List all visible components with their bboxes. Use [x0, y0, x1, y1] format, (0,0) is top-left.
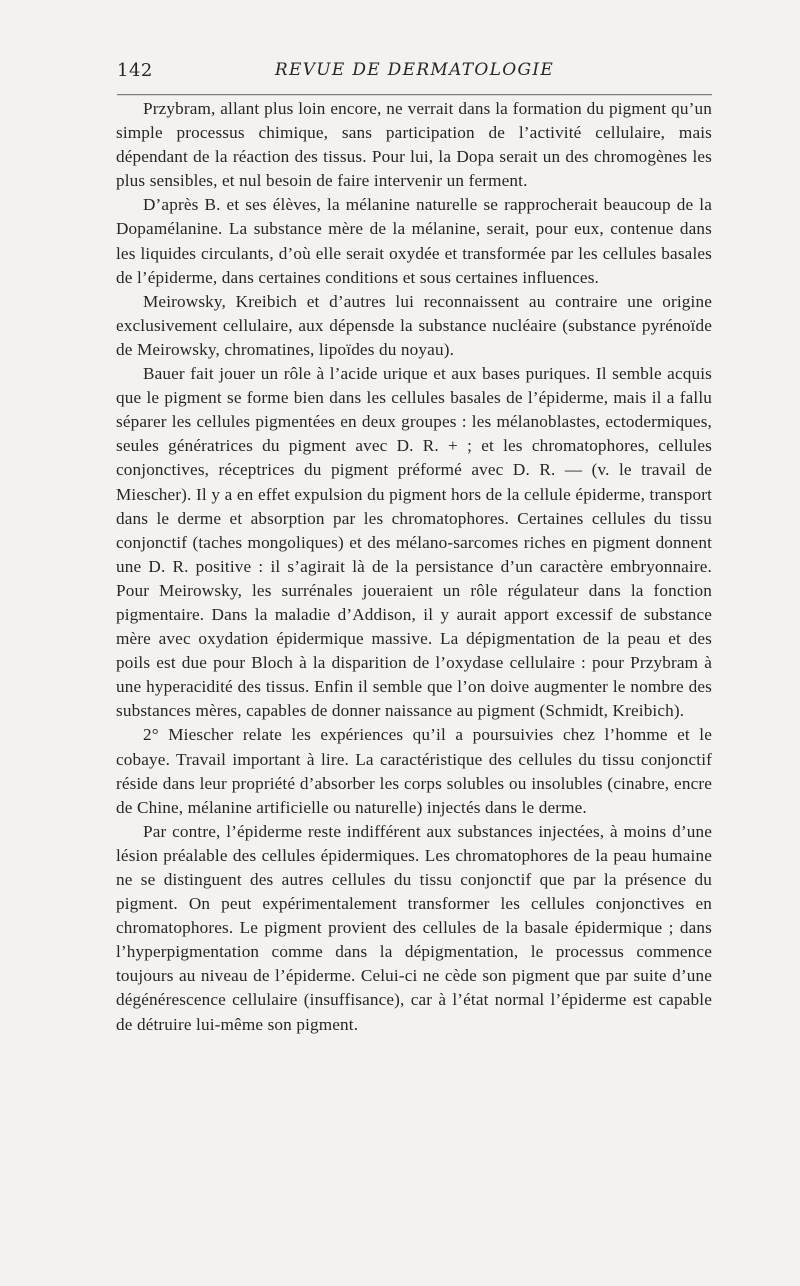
- paragraph-bauer: Bauer fait jouer un rôle à l’acide urique et aux bases puriques. Il semble acquis que le pigment se forme bien dans les cellules basales de l’épiderme, mais il a fallu séparer les cellules pigmentées en deux groupes : les mélanoblastes, ectodermiques, seules génératrices du pigment avec D. R. + ; et les chromatophores, cellules conjonctives, réceptrices du pigment préformé avec D. R. — (v. le travail de Miescher). Il y a en effet expulsion du pigment hors de la cellule épiderme, transport dans le derme et absorption par les chromatophores. Certaines cellules du tissu conjonctif (taches mongoliques) et des mélano-sarcomes riches en pigment donnent une D. R. positive : il s’agirait là de la persistance d’un caractère embryonnaire. Pour Meirowsky, les surrénales joueraient un rôle régulateur dans la fonction pigmentaire. Dans la maladie d’Addison, il y aurait apport excessif de substance mère avec oxydation épidermique massive. La dépigmentation de la peau et des poils est due pour Bloch à la disparition de l’oxydase cellulaire : pour Przybram à une hyperacidité des tissus. Enfin il semble que l’on doive augmenter le nombre des substances mères, capables de donner naissance au pigment (Schmidt, Kreibich).: [116, 364, 712, 721]
- paragraph-melanine: D’après B. et ses élèves, la mélanine naturelle se rapprocherait beaucoup de la Dopamélanine. La substance mère de la mélanine, serait, pour eux, contenue dans les liquides circulants, d’où elle serait oxydée et transformée par les cellules basales de l’épiderme, dans certaines conditions et sous certaines influences.: [116, 195, 712, 287]
- paragraph-epiderme: Par contre, l’épiderme reste indifférent aux substances injectées, à moins d’une lésion préalable des cellules épidermiques. Les chromatophores de la peau humaine ne se distinguent des autres cellules du tissu conjonctif que par la présence du pigment. On peut expérimentalement transformer les cellules conjonctives en chromatophores. Le pigment provient des cellules de la basale épidermique ; dans l’hyperpigmentation comme dans la dépigmentation, le processus commence toujours au niveau de l’épiderme. Celui-ci ne cède son pigment que par suite d’une dégénérescence cellulaire (insuffisance), car à l’état normal l’épiderme est capable de détruire lui-même son pigment.: [116, 821, 712, 1034]
- body-text: [116, 97, 712, 1037]
- paragraph-miescher: 2° Miescher relate les expériences qu’il a poursuivies chez l’homme et le cobaye. Travail important à lire. La caractéristique des cellules du tissu conjonctif réside dans leur propriété d’absorber les corps solubles ou insolubles (cinabre, encre de Chine, mélanine artificielle ou naturelle) injectés dans le derme.: [116, 725, 712, 817]
- header-rule: [117, 94, 712, 95]
- running-title: REVUE DE DERMATOLOGIE: [274, 60, 555, 80]
- paragraph-przybram: Przybram, allant plus loin encore, ne verrait dans la formation du pigment qu’un simple processus chimique, sans participation de l’activité cellulaire, mais dépendant de la réaction des tissus. Pour lui, la Dopa serait un des chromogènes les plus sensibles, et nul besoin de faire intervenir un ferment.: [116, 99, 712, 191]
- paragraph-meirowsky: Meirowsky, Kreibich et d’autres lui reconnaissent au contraire une origine exclusivement cellulaire, aux dépensde la substance nucléaire (substance pyrénoïde de Meirowsky, chromatines, lipoïdes du noyau).: [116, 291, 712, 359]
- page-number: 142: [117, 60, 153, 81]
- page-header: [117, 60, 712, 100]
